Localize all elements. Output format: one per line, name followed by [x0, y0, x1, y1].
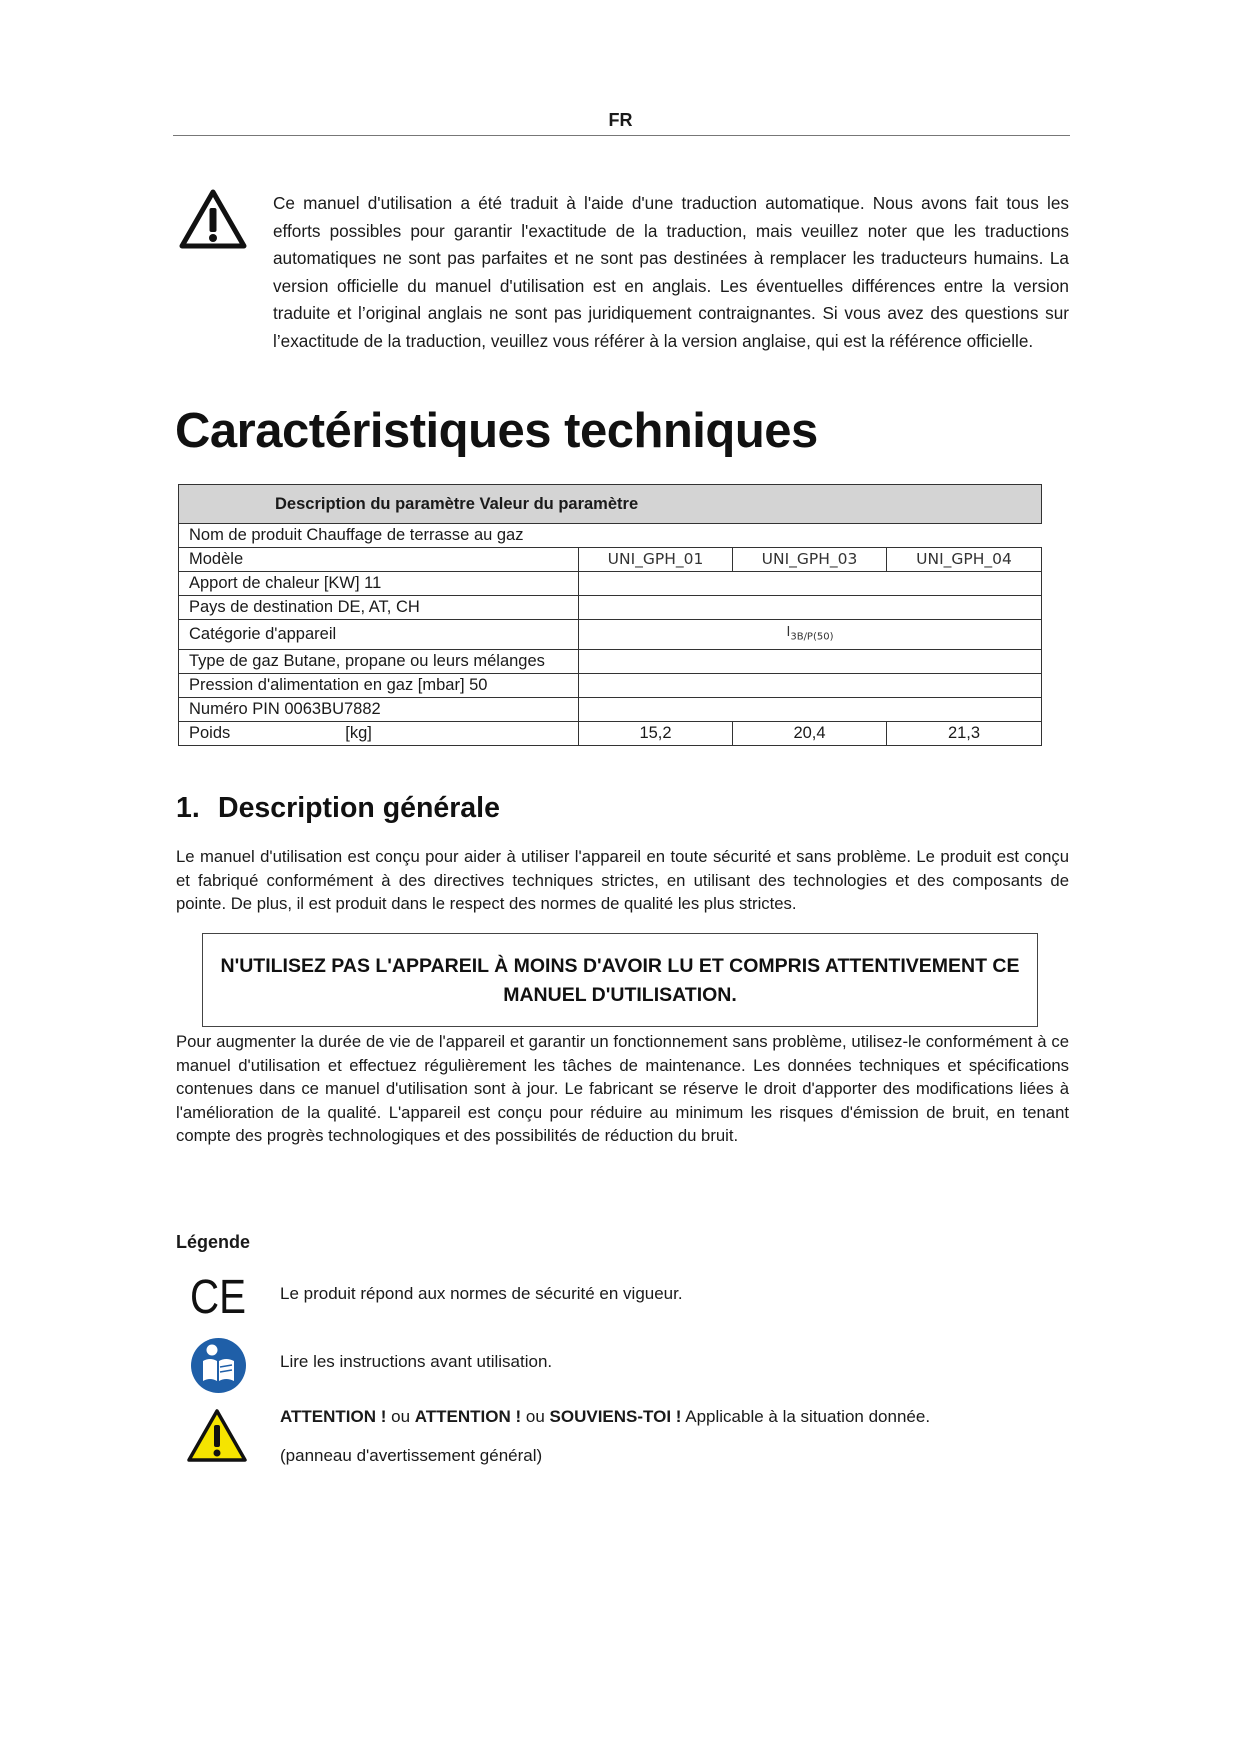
row-label: Poids — [189, 723, 231, 742]
header-divider — [173, 135, 1070, 136]
row-label: Apport de chaleur [KW] 11 — [179, 572, 579, 596]
category-main: I — [786, 625, 791, 640]
spec-header-label: Description du paramètre Valeur du paramètre — [179, 485, 1042, 524]
important-notice-box — [202, 933, 1038, 1027]
translation-disclaimer: Ce manuel d'utilisation a été traduit à l'aide d'une traduction automatique. Nous avons fait tous les efforts possibles pour garantir l'exactitude de la traduction, mais veuillez noter que les traductions automatiques ne sont pas parfaites et ne sont pas destinées à remplacer les traducteurs humains. La version officielle du manuel d'utilisation est en anglais. Les éventuelles différences entre la version traduite et l’original anglais ne sont pas juridiquement contraignantes. Si vous avez des questions sur l’exactitude de la traduction, veuillez vous référer à la version anglaise, qui est la référence officielle. — [273, 193, 1069, 351]
table-row — [179, 721, 1042, 745]
weight-cell: 15,2 — [579, 721, 733, 745]
row-label: Modèle — [179, 548, 579, 572]
table-row — [179, 524, 1042, 548]
spec-table — [178, 484, 1042, 746]
warn-word: ATTENTION ! — [280, 1407, 387, 1426]
legend-warning-subtext: (panneau d'avertissement général) — [280, 1446, 543, 1465]
spec-table-header — [179, 485, 1042, 524]
row-label: Nom de produit Chauffage de terrasse au gaz — [179, 524, 1042, 548]
table-row — [179, 649, 1042, 673]
warn-word: ATTENTION ! — [414, 1407, 522, 1426]
page-title: Caractéristiques techniques — [175, 404, 818, 458]
section-title: Description générale — [218, 792, 500, 824]
table-row — [179, 673, 1042, 697]
value-cell — [579, 673, 1042, 697]
value-cell — [579, 697, 1042, 721]
section-heading — [176, 792, 500, 825]
section-number: 1. — [176, 792, 200, 824]
table-row — [179, 572, 1042, 596]
category-cell — [579, 620, 1042, 650]
legend-ce-text: Le produit répond aux normes de sécurité en vigueur. — [280, 1284, 683, 1303]
table-row — [179, 620, 1042, 650]
warn-sep: ou — [386, 1407, 415, 1426]
table-row — [179, 596, 1042, 620]
category-sub: 3B/P(50) — [790, 631, 834, 643]
row-label: Pression d'alimentation en gaz [mbar] 50 — [179, 673, 579, 697]
row-label: Catégorie d'appareil — [179, 620, 579, 650]
row-label: Type de gaz Butane, propane ou leurs mélanges — [179, 649, 579, 673]
value-cell — [579, 649, 1042, 673]
language-code: FR — [608, 110, 633, 130]
table-row — [179, 548, 1042, 572]
legend-warning-text — [280, 1407, 930, 1427]
intro-paragraph: Le manuel d'utilisation est conçu pour aider à utiliser l'appareil en toute sécurité et sans problème. Le produit est conçu et fabriqué conformément à des directives techniques strictes, en utilisant des technologies et des composants de pointe. De plus, il est produit dans le respect des normes de qualité les plus strictes. — [176, 847, 1069, 913]
row-label: Numéro PIN 0063BU7882 — [179, 697, 579, 721]
warn-sep: ou — [521, 1407, 550, 1426]
notice-text: N'UTILISEZ PAS L'APPAREIL À MOINS D'AVOIR LU ET COMPRIS ATTENTIVEMENT CE MANUEL D'UTILISATION. — [220, 955, 1020, 1006]
legend-read-text: Lire les instructions avant utilisation. — [280, 1352, 553, 1371]
warning-triangle-icon — [179, 188, 247, 250]
value-cell — [579, 596, 1042, 620]
model-cell: UNI_GPH_01 — [579, 548, 733, 572]
legend-title: Légende — [176, 1232, 251, 1252]
row-label: Pays de destination DE, AT, CH — [179, 596, 579, 620]
weight-cell: 20,4 — [733, 721, 887, 745]
general-warning-icon — [186, 1408, 248, 1463]
ce-mark-icon — [190, 1271, 248, 1324]
warn-word: SOUVIENS-TOI ! — [549, 1407, 682, 1426]
read-manual-icon — [190, 1337, 247, 1394]
weight-unit: [kg] — [345, 723, 372, 742]
model-cell: UNI_GPH_03 — [733, 548, 887, 572]
model-cell: UNI_GPH_04 — [887, 548, 1042, 572]
warn-rest: Applicable à la situation donnée. — [681, 1407, 931, 1426]
weight-cell: 21,3 — [887, 721, 1042, 745]
table-row — [179, 697, 1042, 721]
weight-label-cell — [179, 721, 579, 745]
maintenance-paragraph: Pour augmenter la durée de vie de l'appareil et garantir un fonctionnement sans problème, utilisez-le conformément à ce manuel d'utilisation et effectuez régulièrement les tâches de maintenance. Les données techniques et spécifications contenues dans ce manuel d'utilisation sont à jour. Le fabricant se réserve le droit d'apporter des modifications liées à l'amélioration de la qualité. L'appareil est conçu pour réduire au minimum les risques d'émission de bruit, en tenant compte des progrès technologiques et des possibilités de réduction du bruit. — [176, 1032, 1069, 1145]
value-cell — [579, 572, 1042, 596]
ce-logo-text: CE — [190, 1271, 246, 1324]
